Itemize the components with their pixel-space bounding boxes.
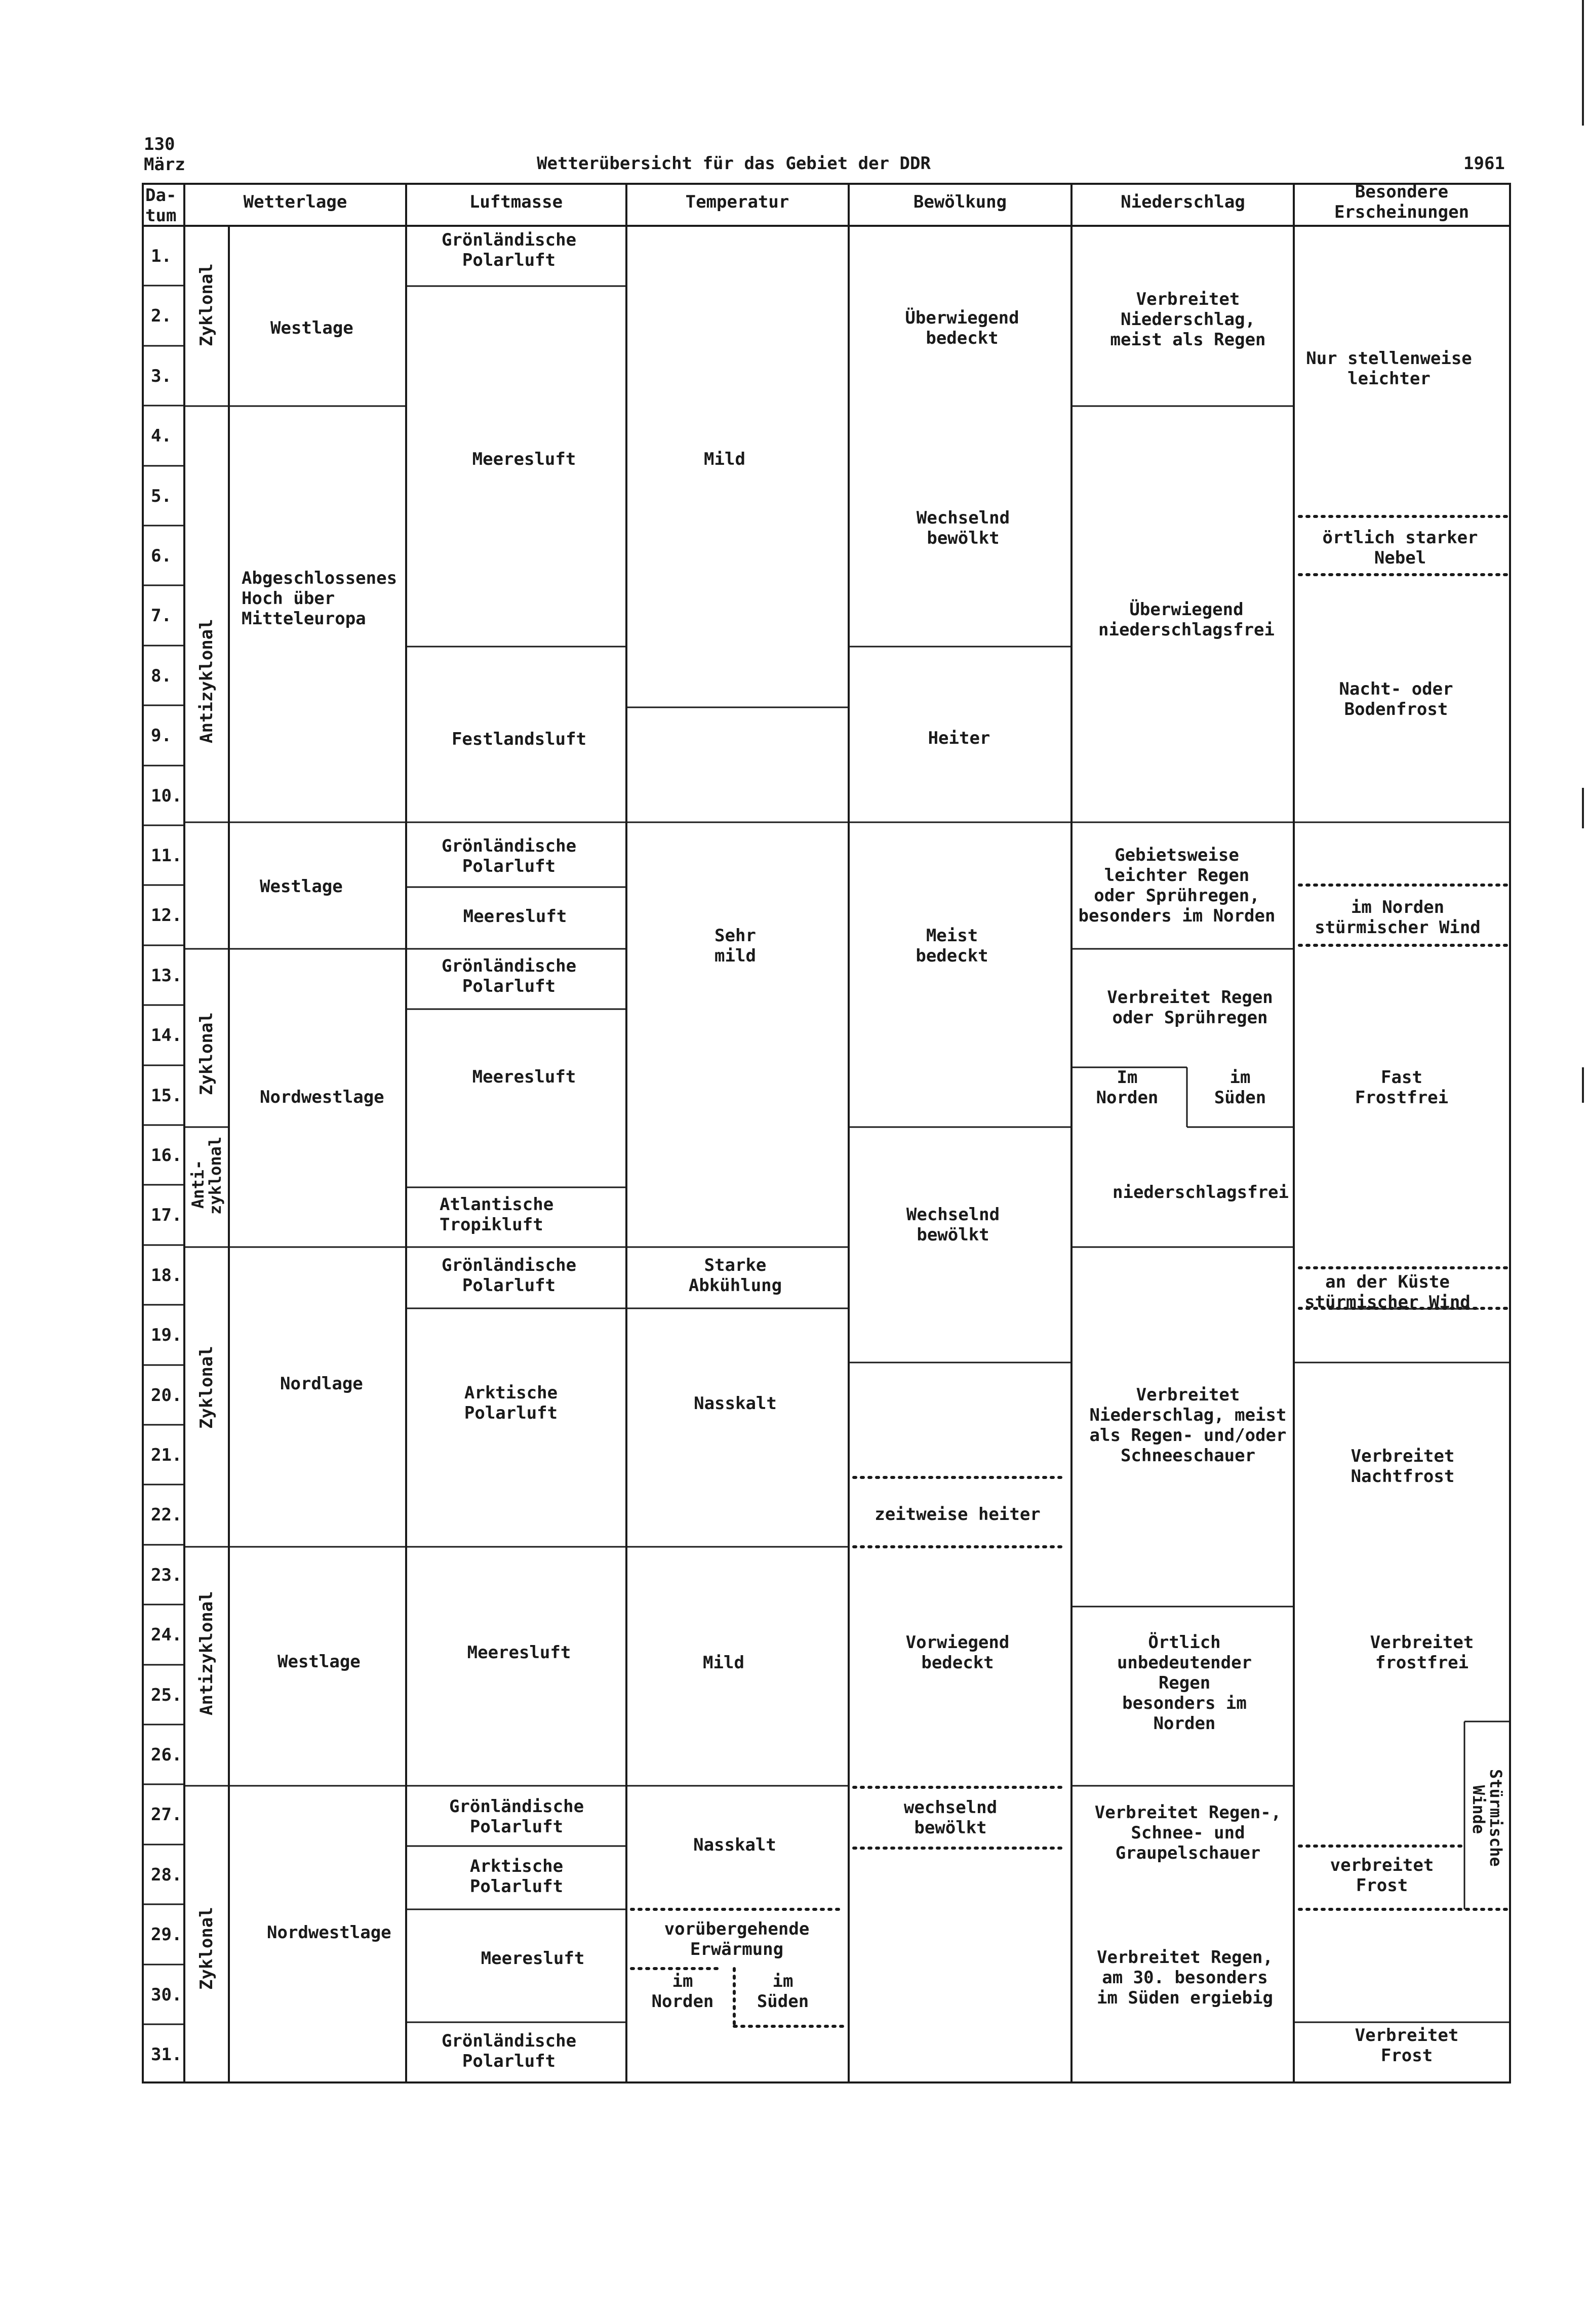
bewoelkung-cell: Heiter (928, 728, 990, 748)
luftmasse-cell: Meeresluft (472, 1067, 576, 1087)
circulation-antizyklonal-1: Antizyklonal (196, 619, 217, 743)
bewoelkung-cell: zeitweise heiter (875, 1504, 1041, 1525)
bewoelkung-cell: wechselnd bewölkt (903, 1797, 998, 1838)
date-cell: 20. (151, 1385, 182, 1406)
wetterlage-cell: Westlage (277, 1652, 361, 1672)
page-number: 130 (144, 134, 175, 154)
luftmasse-cell: Grönländische Polarluft (449, 1796, 584, 1837)
besondere-cell: Fast Frostfrei (1355, 1067, 1449, 1108)
temperatur-cell: Mild (704, 449, 745, 469)
date-cell: 3. (151, 366, 172, 386)
date-cell: 26. (151, 1745, 182, 1765)
month-label: März (144, 154, 185, 175)
date-cell: 28. (151, 1865, 182, 1885)
niederschlag-cell: Überwiegend niederschlagsfrei (1098, 599, 1275, 640)
temperatur-cell: Starke Abkühlung (688, 1255, 782, 1296)
col-header-temperatur: Temperatur (685, 192, 789, 212)
date-cell: 11. (151, 846, 182, 866)
besondere-cell: an der Küste stürmischer Wind (1304, 1272, 1471, 1312)
date-cell: 31. (151, 2045, 182, 2065)
luftmasse-cell: Grönländische Polarluft (441, 1255, 577, 1296)
page-title: Wetterübersicht für das Gebiet der DDR (537, 153, 931, 174)
luftmasse-cell: Meeresluft (472, 449, 576, 469)
page-edge-mark (1582, 788, 1584, 828)
luftmasse-cell: Grönländische Polarluft (441, 230, 577, 270)
besondere-cell-vertical: Stürmische Winde (1469, 1769, 1505, 1867)
col-header-wetterlage: Wetterlage (243, 192, 347, 212)
circulation-zyklonal-4: Zyklonal (196, 1907, 217, 1990)
wetterlage-cell: Nordlage (280, 1374, 363, 1394)
circulation-zyklonal-1: Zyklonal (196, 263, 217, 346)
circulation-zyklonal-2: Zyklonal (196, 1012, 217, 1095)
date-cell: 10. (151, 786, 182, 806)
luftmasse-cell: Meeresluft (463, 906, 567, 927)
bewoelkung-cell: Überwiegend bedeckt (905, 308, 1019, 348)
date-cell: 6. (151, 546, 172, 566)
bewoelkung-cell: Vorwiegend bedeckt (905, 1632, 1010, 1673)
date-cell: 7. (151, 606, 172, 626)
temperatur-cell-south: im Süden (757, 1971, 809, 2012)
col-header-niederschlag: Niederschlag (1121, 192, 1245, 212)
niederschlag-cell: Verbreitet Regen-, Schnee- und Graupelschauer (1094, 1802, 1282, 1863)
date-cell: 8. (151, 666, 172, 686)
bewoelkung-cell: Wechselnd bewölkt (916, 508, 1010, 548)
date-cell: 5. (151, 486, 172, 506)
luftmasse-cell: Atlantische Tropikluft (440, 1194, 554, 1235)
col-header-besondere: Besondere Erscheinungen (1334, 182, 1470, 222)
wetterlage-cell: Westlage (260, 876, 343, 897)
luftmasse-cell: Arktische Polarluft (464, 1383, 558, 1423)
wetterlage-cell: Westlage (270, 318, 353, 338)
circulation-zyklonal-3: Zyklonal (196, 1346, 217, 1429)
date-cell: 17. (151, 1205, 182, 1225)
temperatur-cell: Nasskalt (694, 1393, 777, 1414)
niederschlag-cell-north: Im Norden (1096, 1067, 1159, 1108)
page-edge-mark (1582, 0, 1584, 126)
temperatur-cell: Nasskalt (693, 1835, 776, 1855)
niederschlag-cell-south: im Süden (1214, 1067, 1266, 1108)
date-cell: 19. (151, 1325, 182, 1345)
besondere-cell: Verbreitet Nachtfrost (1351, 1446, 1455, 1487)
date-cell: 16. (151, 1145, 182, 1166)
wetterlage-cell: Nordwestlage (260, 1087, 384, 1107)
date-cell: 13. (151, 966, 182, 986)
year-label: 1961 (1463, 153, 1505, 174)
date-cell: 21. (151, 1445, 182, 1465)
date-cell: 14. (151, 1025, 182, 1046)
besondere-cell: Verbreitet frostfrei (1370, 1632, 1474, 1673)
niederschlag-cell: Verbreitet Niederschlag, meist als Regen- und/oder Schneeschauer (1089, 1385, 1287, 1466)
date-cell: 1. (151, 246, 172, 266)
date-cell: 30. (151, 1985, 182, 2005)
wetterlage-cell: Nordwestlage (267, 1922, 391, 1943)
niederschlag-cell: Gebietsweise leichter Regen oder Sprühregen, besonders im Norden (1078, 845, 1276, 926)
temperatur-cell-north: im Norden (651, 1971, 714, 2012)
niederschlag-cell: Örtlich unbedeutender Regen besonders im Norden (1117, 1632, 1252, 1734)
date-cell: 22. (151, 1505, 182, 1525)
col-header-datum: Da- tum (145, 185, 177, 226)
niederschlag-cell: Verbreitet Regen, am 30. besonders im Süden ergiebig (1097, 1947, 1273, 2008)
col-header-luftmasse: Luftmasse (469, 192, 563, 212)
date-cell: 29. (151, 1925, 182, 1945)
date-cell: 9. (151, 726, 172, 746)
date-cell: 27. (151, 1805, 182, 1825)
date-cell: 24. (151, 1625, 182, 1645)
luftmasse-cell: Grönländische Polarluft (441, 2031, 577, 2071)
luftmasse-cell: Arktische Polarluft (469, 1856, 564, 1897)
besondere-cell: verbreitet Frost (1330, 1855, 1434, 1896)
temperatur-cell: vorübergehende Erwärmung (664, 1919, 810, 1959)
bewoelkung-cell: Meist bedeckt (916, 926, 988, 966)
besondere-cell: örtlich starker Nebel (1322, 528, 1478, 568)
date-cell: 25. (151, 1685, 182, 1705)
date-cell: 15. (151, 1086, 182, 1106)
temperatur-cell: Sehr mild (714, 926, 756, 966)
niederschlag-cell: Verbreitet Niederschlag, meist als Regen (1110, 289, 1266, 350)
niederschlag-cell: niederschlagsfrei (1113, 1182, 1289, 1203)
besondere-cell: Verbreitet Frost (1355, 2025, 1459, 2066)
besondere-cell: Nur stellenweise leichter (1306, 348, 1472, 389)
wetterlage-cell: Abgeschlossenes Hoch über Mitteleuropa (242, 568, 398, 629)
circulation-antizyklonal-2: Anti- zyklonal (188, 1136, 225, 1215)
luftmasse-cell: Meeresluft (467, 1642, 571, 1663)
temperatur-cell: Mild (703, 1653, 744, 1673)
bewoelkung-cell: Wechselnd bewölkt (906, 1205, 1000, 1245)
date-cell: 2. (151, 306, 172, 326)
date-cell: 4. (151, 426, 172, 446)
date-cell: 12. (151, 905, 182, 926)
besondere-cell: Nacht- oder Bodenfrost (1339, 679, 1453, 719)
page-edge-mark (1582, 1067, 1584, 1103)
luftmasse-cell: Festlandsluft (451, 729, 587, 749)
circulation-antizyklonal-3: Antizyklonal (196, 1591, 217, 1715)
date-cell: 18. (151, 1265, 182, 1286)
date-cell: 23. (151, 1565, 182, 1585)
besondere-cell: im Norden stürmischer Wind (1315, 897, 1481, 938)
luftmasse-cell: Meeresluft (481, 1948, 585, 1969)
luftmasse-cell: Grönländische Polarluft (441, 836, 577, 876)
luftmasse-cell: Grönländische Polarluft (441, 956, 577, 996)
col-header-bewoelkung: Bewölkung (913, 192, 1007, 212)
niederschlag-cell: Verbreitet Regen oder Sprühregen (1107, 987, 1273, 1028)
